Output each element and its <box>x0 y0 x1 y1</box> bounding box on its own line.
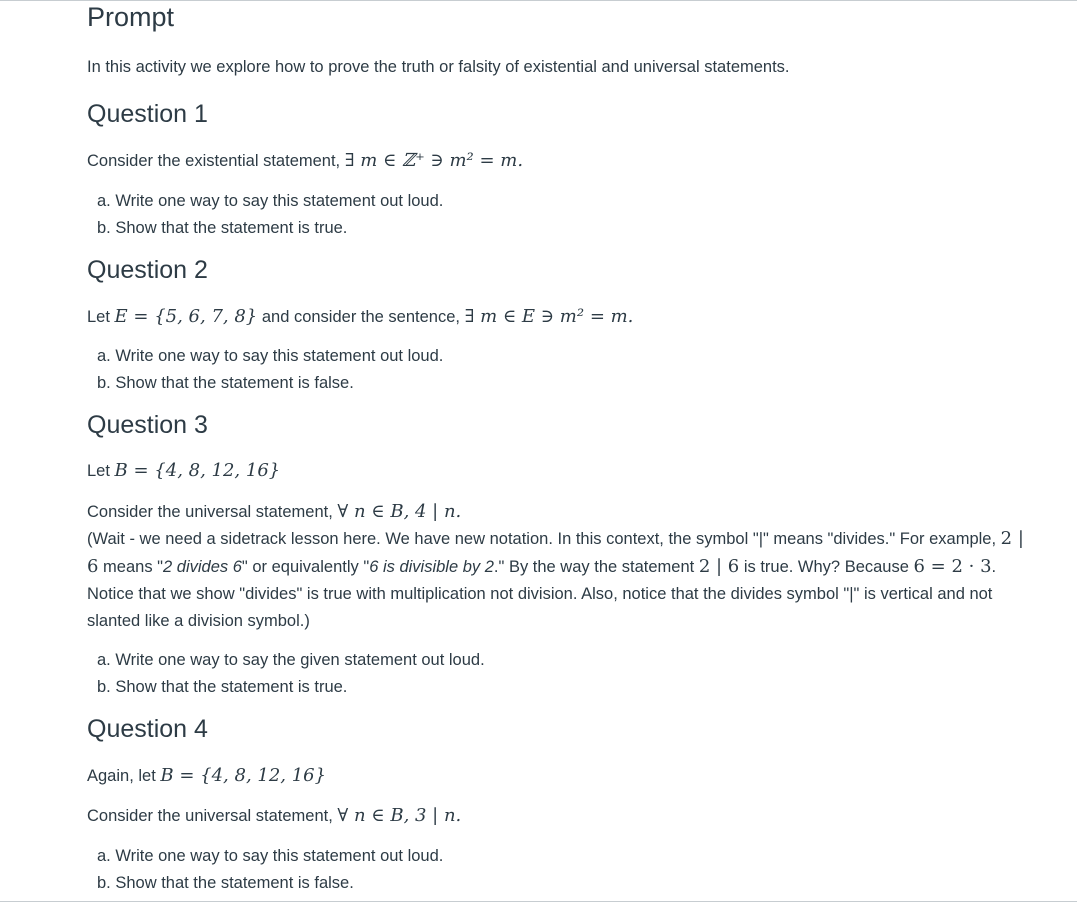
question-2-item-b: b. Show that the statement is false. <box>97 374 354 392</box>
aside-math-3: 6 = 2 · 3 <box>913 556 992 577</box>
question-1-title: Question 1 <box>87 100 208 128</box>
question-4-math: ∀ n ∈ B, 3 | n. <box>337 805 462 826</box>
aside-text-2: means " <box>103 558 164 576</box>
question-2-item-a: a. Write one way to say this statement out loud. <box>97 347 444 365</box>
aside-text-4: ." By the way the statement <box>493 558 695 576</box>
question-3-aside <box>87 525 1027 635</box>
question-1-math: ∃ m ∈ ℤ⁺ ∋ m² = m. <box>344 150 524 171</box>
question-4-let: Again, let <box>87 767 156 785</box>
aside-math-2: 2 | 6 <box>698 556 740 577</box>
question-3-item-a: a. Write one way to say the given statement out loud. <box>97 651 485 669</box>
question-3-text: Consider the universal statement, <box>87 503 333 521</box>
question-3-let: Let <box>87 462 110 480</box>
question-4-item-b: b. Show that the statement is false. <box>97 874 354 892</box>
aside-text-1: (Wait - we need a sidetrack lesson here. We have new notation. In this context, the symbol "|" means "divides." For example, <box>87 530 997 548</box>
bottom-divider <box>0 901 1077 902</box>
question-1-list <box>97 188 443 242</box>
question-2-title: Question 2 <box>87 256 208 284</box>
aside-text-5: is true. Why? Because <box>743 558 909 576</box>
question-4-title: Question 4 <box>87 715 208 743</box>
question-3-set: B = {4, 8, 12, 16} <box>114 460 281 481</box>
question-2-list <box>97 343 443 397</box>
question-2-statement <box>87 303 1027 331</box>
question-3-set-line <box>87 457 1027 485</box>
intro-text: In this activity we explore how to prove the truth or falsity of existential and universal statements. <box>87 58 790 76</box>
aside-text-6: . Notice that we show "divides" is true with multiplication not division. Also, notice that the divides symbol "|" is vertical and not slanted like a division symbol.) <box>87 558 997 630</box>
aside-emphasis-2: 6 is divisible by 2 <box>369 558 494 576</box>
question-3-statement <box>87 498 1027 526</box>
question-1-item-a: a. Write one way to say this statement out loud. <box>97 192 444 210</box>
question-2-let: Let <box>87 308 110 326</box>
question-2-mid: and consider the sentence, <box>261 308 460 326</box>
question-4-set-line <box>87 762 1027 790</box>
question-4-set: B = {4, 8, 12, 16} <box>160 765 327 786</box>
question-4-list <box>97 843 443 897</box>
page-title: Prompt <box>87 2 175 32</box>
question-4-statement <box>87 802 1027 830</box>
question-3-item-b: b. Show that the statement is true. <box>97 678 348 696</box>
question-3-title: Question 3 <box>87 411 208 439</box>
question-1-item-b: b. Show that the statement is true. <box>97 219 348 237</box>
question-2-math: ∃ m ∈ E ∋ m² = m. <box>464 306 634 327</box>
question-2-set: E = {5, 6, 7, 8} <box>114 306 258 327</box>
aside-text-3: " or equivalently " <box>241 558 370 576</box>
question-4-text: Consider the universal statement, <box>87 807 333 825</box>
question-1-text: Consider the existential statement, <box>87 152 341 170</box>
aside-emphasis-1: 2 divides 6 <box>163 558 242 576</box>
question-4-item-a: a. Write one way to say this statement out loud. <box>97 847 444 865</box>
question-1-statement <box>87 147 1027 175</box>
aside-math-1: 2 | 6 <box>87 528 1024 577</box>
question-3-math: ∀ n ∈ B, 4 | n. <box>337 501 462 522</box>
question-3-list <box>97 647 485 701</box>
